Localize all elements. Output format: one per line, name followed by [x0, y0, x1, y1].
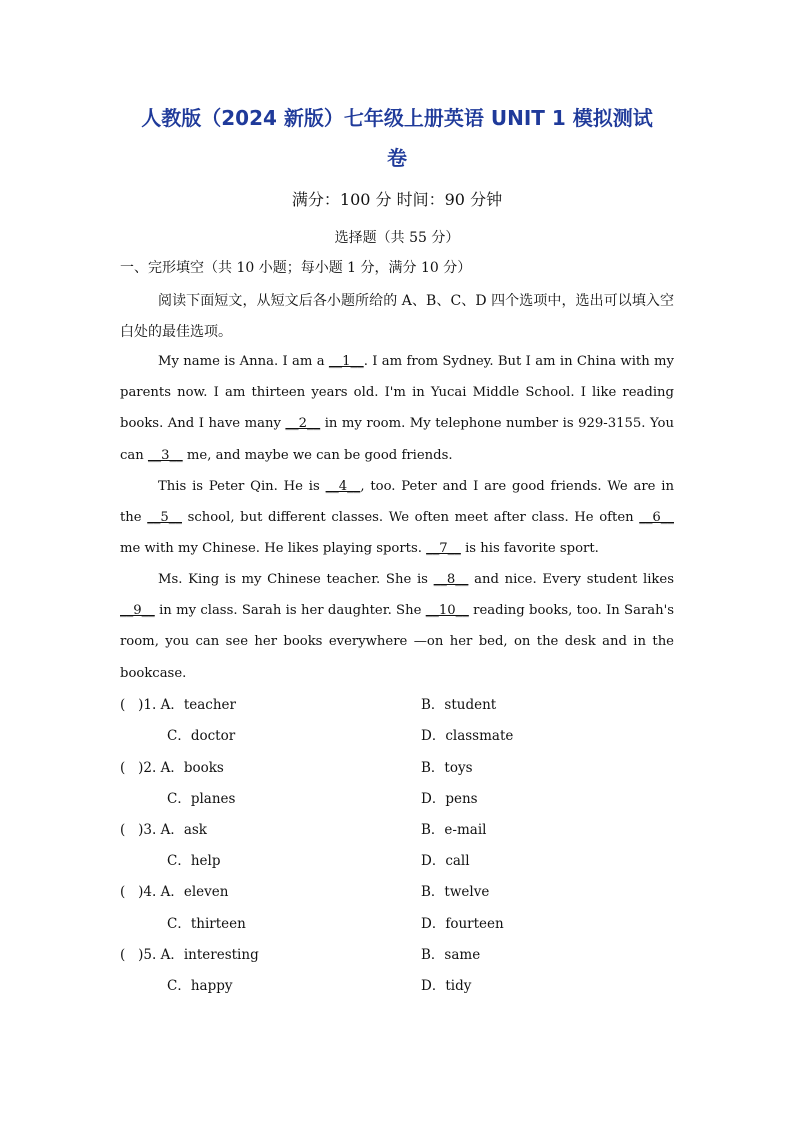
exam-title-line-1: 人教版（2024 新版）七年级上册英语 UNIT 1 模拟测试	[141, 106, 653, 130]
passage-text: in my class. Sarah is her daughter. She	[154, 603, 426, 619]
blank-2: __2__	[285, 416, 321, 432]
question-4-option-b: B．twelve	[421, 884, 490, 900]
blank-3: __3__	[147, 447, 183, 463]
passage-text: Ms. King is my Chinese teacher. She is	[158, 572, 434, 587]
question-1-option-c: C．doctor	[167, 728, 236, 744]
question-4-option-c: C．thirteen	[167, 916, 246, 932]
passage-text: in my room. My telephone number is 929-3155. You can	[120, 416, 674, 463]
passage-text: me, and maybe we can be good friends.	[182, 447, 453, 463]
question-2-option-b: B．toys	[421, 760, 473, 776]
section-heading: 选择题（共 55 分）	[334, 230, 460, 246]
score-time-info: 满分：100 分 时间：90 分钟	[291, 190, 503, 209]
question-2-option-d: D．pens	[421, 791, 478, 807]
blank-8: __8__	[433, 572, 469, 587]
question-3-option-b: B．e-mail	[421, 822, 487, 838]
passage-paragraph-3	[120, 564, 674, 689]
passage-text: , too. Peter and I are good friends. We are in the	[120, 479, 674, 526]
question-2-option-a: ( )2. A．books	[120, 760, 224, 776]
blank-10: __10__	[425, 603, 469, 619]
question-5-option-b: B．same	[421, 947, 481, 963]
passage-paragraph-1	[120, 346, 674, 471]
passage-text: me with my Chinese. He likes playing sports.	[120, 541, 427, 557]
question-1-option-a: ( )1. A．teacher	[120, 697, 236, 713]
part-heading: 一、完形填空（共 10 小题；每小题 1 分，满分 10 分）	[120, 260, 472, 276]
passage-text: reading books, too. In Sarah's room, you can see her books everywhere —on her bed, on the desk and in the bookcase.	[120, 603, 674, 681]
passage-text: school, but different classes. We often meet after class. He often	[181, 510, 640, 526]
question-3-option-c: C．help	[167, 853, 221, 869]
blank-5: __5__	[147, 510, 182, 526]
passage-text: . I am from Sydney. But I am in China with my parents now. I am thirteen years old. I'm in Yucai Middle School. I like reading books. And I have many	[120, 354, 674, 432]
question-4-option-a: ( )4. A．eleven	[120, 884, 229, 900]
question-5-option-a: ( )5. A．interesting	[120, 947, 259, 963]
instruction-text: 阅读下面短文，从短文后各小题所给的 A、B、C、D 四个选项中，选出可以填入空白处的最佳选项。	[120, 293, 674, 340]
question-1-option-b: B．student	[421, 697, 497, 713]
question-5-option-d: D．tidy	[421, 978, 472, 994]
blank-7: __7__	[426, 541, 461, 557]
passage-text: and nice. Every student likes	[468, 572, 674, 587]
blank-6: __6__	[639, 510, 674, 526]
question-2-option-c: C．planes	[167, 791, 236, 807]
question-3-option-a: ( )3. A．ask	[120, 822, 207, 838]
blank-4: __4__	[325, 479, 361, 494]
passage-text: My name is Anna. I am a	[158, 354, 329, 369]
blank-9: __9__	[120, 603, 155, 619]
question-3-option-d: D．call	[421, 853, 470, 869]
passage-text: is his favorite sport.	[460, 541, 599, 557]
question-1-option-d: D．classmate	[421, 728, 514, 744]
passage-text: This is Peter Qin. He is	[158, 479, 326, 494]
exam-title-line-2: 卷	[387, 146, 407, 170]
question-5-option-c: C．happy	[167, 978, 233, 994]
blank-1: __1__	[328, 354, 364, 369]
question-4-option-d: D．fourteen	[421, 916, 504, 932]
passage-paragraph-2	[120, 471, 674, 565]
